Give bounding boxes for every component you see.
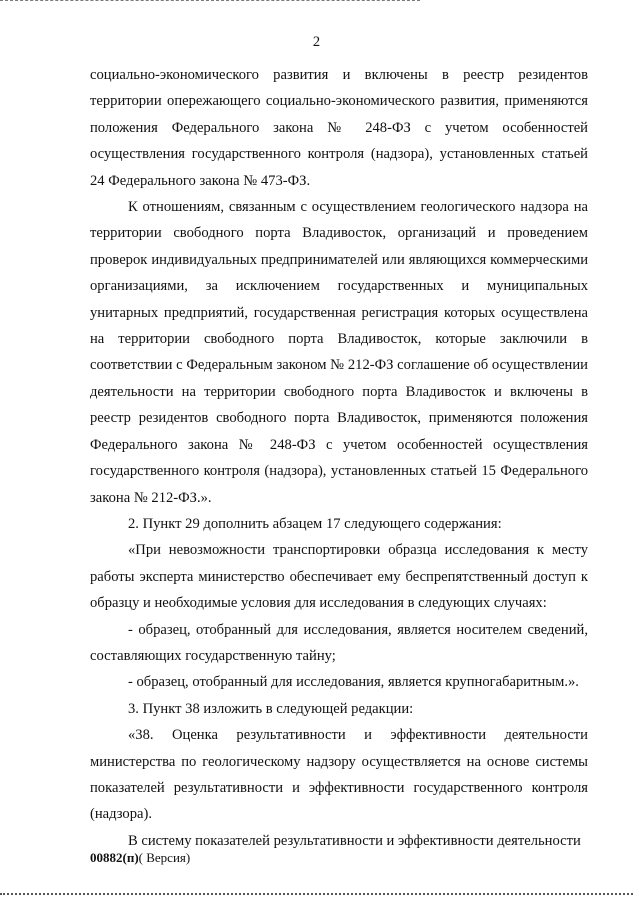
paragraph-transport-impossible: «При невозможности транспортировки образца исследования к месту работы эксперта министерство обеспечивает ему беспрепятственный доступ к образцу и необходимые условия для исследования в следующих случаях: <box>90 542 588 612</box>
bottom-scan-edge <box>0 893 633 895</box>
paragraph-vladivostok: К отношениям, связанным с осуществлением геологического надзора на территории свободного порта Владивосток, организаций и проведением проверок индивидуальных предпринимателей или являющихся коммерческими организациями, за исключением государственных и муниципальных унитарных предприятий, государственная регистрация которых осуществлена на территории свободного порта Владивосток, которые заключили в соответствии с Федеральным законом № 212-ФЗ соглашение об осуществлении деятельности на территории свободного порта Владивосток и включены в реестр резидентов свободного порта Владивосток, применяются положения Федерального закона № 248-ФЗ с учетом особенностей осуществления государственного контроля (надзора), установленных статьей 15 Федерального закона № 212-ФЗ.». <box>90 199 588 506</box>
paragraph-item-2: 2. Пункт 29 дополнить абзацем 17 следующего содержания: <box>128 515 502 532</box>
document-body <box>90 62 588 854</box>
paragraph-item-3: 3. Пункт 38 изложить в следующей редакции: <box>128 700 414 717</box>
paragraph-case-secret: - образец, отобранный для исследования, является носителем сведений, составляющих государственную тайну; <box>90 621 588 664</box>
paragraph-item-38: «38. Оценка результативности и эффективности деятельности министерства по геологическому надзору осуществляется на основе системы показателей результативности и эффективности государственного контроля (надзора). <box>90 727 588 823</box>
paragraph-indicators-system: В систему показателей результативности и эффективности деятельности <box>128 832 581 849</box>
footer-code: 00882(п) <box>90 850 139 865</box>
paragraph-continuation: социально-экономического развития и включены в реестр резидентов территории опережающего социально-экономического развития, применяются положения Федерального закона № 248-ФЗ с учетом особенностей осуществления государственного контроля (надзора), установленных статьей 24 Федерального закона № 473-ФЗ. <box>90 67 588 189</box>
footer-version: ( Версия) <box>138 850 191 865</box>
footer-document-code <box>90 850 190 866</box>
paragraph-case-oversized: - образец, отобранный для исследования, является крупногабаритным.». <box>128 674 579 691</box>
top-scan-edge <box>0 0 420 1</box>
page-number: 2 <box>312 34 321 50</box>
